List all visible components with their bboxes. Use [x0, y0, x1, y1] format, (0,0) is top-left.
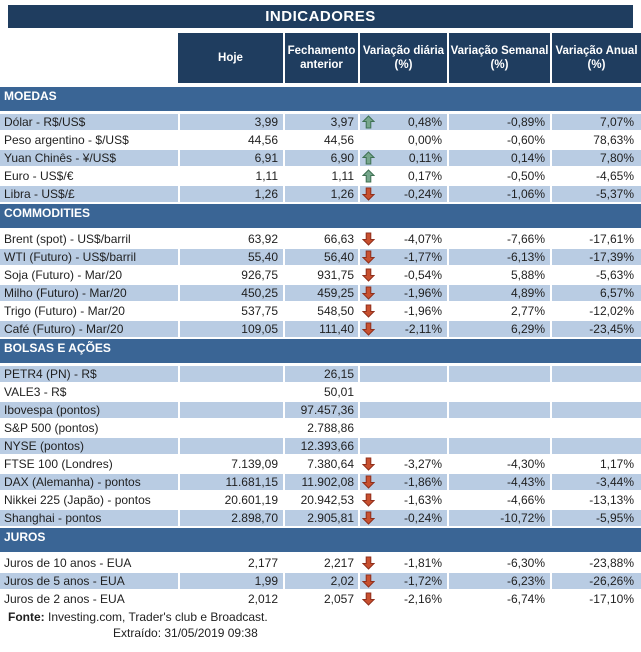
row-label-cell: Café (Futuro) - Mar/20 — [0, 321, 178, 337]
column-header-label: Variação Semanal — [450, 45, 549, 57]
table-row — [0, 366, 641, 382]
fechamento-cell: 1,26 — [283, 186, 358, 202]
variacao-diaria-cell — [358, 402, 447, 418]
fechamento-cell: 50,01 — [283, 384, 358, 400]
variacao-diaria-value: -0,54% — [403, 268, 442, 282]
down-arrow-icon — [362, 250, 375, 264]
variacao-diaria-value: -1,96% — [403, 286, 442, 300]
variacao-anual-cell: -12,02% — [550, 303, 641, 319]
variacao-diaria-cell — [358, 186, 447, 202]
table-row — [0, 492, 641, 508]
variacao-diaria-cell — [358, 456, 447, 472]
variacao-diaria-value: -1,96% — [403, 304, 442, 318]
fechamento-cell: 111,40 — [283, 321, 358, 337]
down-arrow-icon — [362, 475, 375, 489]
variacao-diaria-cell — [358, 591, 447, 607]
fechamento-cell: 6,90 — [283, 150, 358, 166]
section-header-moedas: MOEDAS — [0, 87, 641, 111]
table-row — [0, 456, 641, 472]
variacao-anual-cell: -17,10% — [550, 591, 641, 607]
row-label-cell: S&P 500 (pontos) — [0, 420, 178, 436]
variacao-diaria-cell — [358, 420, 447, 436]
column-header-label: Variação Anual — [555, 45, 638, 57]
variacao-diaria-value: -2,16% — [403, 592, 442, 606]
column-header-hoje — [178, 33, 283, 83]
report-title-bar — [8, 5, 633, 28]
variacao-diaria-value: -1,77% — [403, 250, 442, 264]
variacao-diaria-value: -0,24% — [403, 187, 442, 201]
variacao-anual-cell: -23,45% — [550, 321, 641, 337]
variacao-diaria-value: -3,27% — [403, 457, 442, 471]
variacao-semanal-cell — [447, 420, 550, 436]
variacao-semanal-cell — [447, 384, 550, 400]
table-row — [0, 303, 641, 319]
variacao-semanal-cell: -6,13% — [447, 249, 550, 265]
variacao-anual-cell: 7,80% — [550, 150, 641, 166]
table-row — [0, 186, 641, 202]
down-arrow-icon — [362, 457, 375, 471]
table-row — [0, 132, 641, 148]
trend-arrow-slot — [362, 403, 375, 417]
variacao-diaria-cell — [358, 132, 447, 148]
row-label-cell: Peso argentino - $/US$ — [0, 132, 178, 148]
variacao-diaria-cell — [358, 285, 447, 301]
variacao-diaria-value: -1,86% — [403, 475, 442, 489]
row-label-cell: Soja (Futuro) - Mar/20 — [0, 267, 178, 283]
row-label-cell: Euro - US$/€ — [0, 168, 178, 184]
hoje-cell: 20.601,19 — [178, 492, 283, 508]
column-header-label: (%) — [490, 59, 509, 71]
down-arrow-icon — [362, 511, 375, 525]
hoje-cell: 11.681,15 — [178, 474, 283, 490]
source-line — [8, 609, 641, 625]
up-arrow-icon — [362, 169, 375, 183]
variacao-semanal-cell: -0,89% — [447, 114, 550, 130]
variacao-anual-cell: 78,63% — [550, 132, 641, 148]
hoje-cell: 7.139,09 — [178, 456, 283, 472]
variacao-semanal-cell — [447, 366, 550, 382]
variacao-diaria-value: -4,07% — [403, 232, 442, 246]
variacao-diaria-cell — [358, 231, 447, 247]
variacao-diaria-cell — [358, 474, 447, 490]
column-header-variacao-anual — [550, 33, 641, 83]
table-row — [0, 402, 641, 418]
fechamento-cell: 459,25 — [283, 285, 358, 301]
variacao-diaria-cell — [358, 249, 447, 265]
fechamento-cell: 97.457,36 — [283, 402, 358, 418]
down-arrow-icon — [362, 493, 375, 507]
down-arrow-icon — [362, 268, 375, 282]
variacao-anual-cell: 7,07% — [550, 114, 641, 130]
variacao-anual-cell: -5,63% — [550, 267, 641, 283]
table-row — [0, 267, 641, 283]
row-label-cell: Ibovespa (pontos) — [0, 402, 178, 418]
trend-arrow-slot — [362, 421, 375, 435]
column-header-variacao-semanal — [447, 33, 550, 83]
table-row — [0, 114, 641, 130]
variacao-anual-cell: -17,61% — [550, 231, 641, 247]
report-footer — [8, 609, 641, 641]
table-row — [0, 510, 641, 526]
fechamento-cell: 2.905,81 — [283, 510, 358, 526]
section-header-commodities: COMMODITIES — [0, 204, 641, 228]
table-row — [0, 555, 641, 571]
column-header-fechamento-anterior — [283, 33, 358, 83]
column-header-label: Variação diária — [362, 45, 445, 57]
hoje-cell: 2.898,70 — [178, 510, 283, 526]
variacao-anual-cell: 1,17% — [550, 456, 641, 472]
variacao-semanal-cell: 5,88% — [447, 267, 550, 283]
variacao-semanal-cell — [447, 438, 550, 454]
row-label-cell: Dólar - R$/US$ — [0, 114, 178, 130]
row-label-cell: Libra - US$/£ — [0, 186, 178, 202]
variacao-diaria-value: 0,11% — [408, 151, 442, 165]
fechamento-cell: 12.393,66 — [283, 438, 358, 454]
column-header-label: (%) — [394, 59, 413, 71]
hoje-cell — [178, 438, 283, 454]
row-label-cell: Yuan Chinês - ¥/US$ — [0, 150, 178, 166]
column-header-label: Hoje — [218, 52, 243, 64]
fechamento-cell: 2,217 — [283, 555, 358, 571]
variacao-anual-cell — [550, 420, 641, 436]
variacao-diaria-value: 0,00% — [407, 133, 442, 147]
column-header-label: (%) — [587, 59, 606, 71]
column-header-spacer — [0, 33, 178, 83]
hoje-cell: 2,012 — [178, 591, 283, 607]
table-row — [0, 384, 641, 400]
variacao-semanal-cell: 0,14% — [447, 150, 550, 166]
fechamento-cell: 56,40 — [283, 249, 358, 265]
row-label-cell: WTI (Futuro) - US$/barril — [0, 249, 178, 265]
variacao-semanal-cell: -4,66% — [447, 492, 550, 508]
table-row — [0, 474, 641, 490]
variacao-semanal-cell: -0,50% — [447, 168, 550, 184]
row-label-cell: Nikkei 225 (Japão) - pontos — [0, 492, 178, 508]
variacao-diaria-cell — [358, 366, 447, 382]
hoje-cell — [178, 420, 283, 436]
row-label-cell: Shanghai - pontos — [0, 510, 178, 526]
variacao-semanal-cell: -10,72% — [447, 510, 550, 526]
down-arrow-icon — [362, 304, 375, 318]
variacao-semanal-cell: 2,77% — [447, 303, 550, 319]
source-label: Fonte: — [8, 610, 45, 624]
variacao-semanal-cell: -6,23% — [447, 573, 550, 589]
fechamento-cell: 1,11 — [283, 168, 358, 184]
row-label-cell: Juros de 5 anos - EUA — [0, 573, 178, 589]
hoje-cell: 63,92 — [178, 231, 283, 247]
hoje-cell — [178, 384, 283, 400]
variacao-diaria-value: -2,11% — [404, 322, 442, 336]
trend-arrow-slot — [362, 385, 375, 399]
variacao-semanal-cell: -1,06% — [447, 186, 550, 202]
variacao-diaria-cell — [358, 555, 447, 571]
up-arrow-icon — [362, 151, 375, 165]
fechamento-cell: 548,50 — [283, 303, 358, 319]
table-row — [0, 168, 641, 184]
table-row — [0, 591, 641, 607]
variacao-anual-cell: -3,44% — [550, 474, 641, 490]
variacao-diaria-value: -0,24% — [403, 511, 442, 525]
variacao-anual-cell: -17,39% — [550, 249, 641, 265]
row-label-cell: FTSE 100 (Londres) — [0, 456, 178, 472]
hoje-cell: 926,75 — [178, 267, 283, 283]
variacao-anual-cell: -26,26% — [550, 573, 641, 589]
table-body — [0, 87, 641, 607]
source-text: Investing.com, Trader's club e Broadcast. — [44, 610, 268, 624]
hoje-cell: 109,05 — [178, 321, 283, 337]
down-arrow-icon — [362, 592, 375, 606]
table-row — [0, 321, 641, 337]
row-label-cell: VALE3 - R$ — [0, 384, 178, 400]
section-header-juros: JUROS — [0, 528, 641, 552]
hoje-cell: 450,25 — [178, 285, 283, 301]
row-label-cell: PETR4 (PN) - R$ — [0, 366, 178, 382]
hoje-cell: 44,56 — [178, 132, 283, 148]
variacao-diaria-cell — [358, 321, 447, 337]
up-arrow-icon — [362, 115, 375, 129]
variacao-diaria-cell — [358, 114, 447, 130]
fechamento-cell: 26,15 — [283, 366, 358, 382]
extracted-line: Extraído: 31/05/2019 09:38 — [113, 626, 258, 640]
fechamento-cell: 11.902,08 — [283, 474, 358, 490]
row-label-cell: DAX (Alemanha) - pontos — [0, 474, 178, 490]
trend-arrow-slot — [362, 367, 375, 381]
variacao-anual-cell — [550, 366, 641, 382]
variacao-anual-cell — [550, 402, 641, 418]
table-row — [0, 420, 641, 436]
trend-arrow-slot — [362, 439, 375, 453]
fechamento-cell: 7.380,64 — [283, 456, 358, 472]
fechamento-cell: 44,56 — [283, 132, 358, 148]
variacao-diaria-cell — [358, 267, 447, 283]
hoje-cell — [178, 402, 283, 418]
column-header-variacao-diaria — [358, 33, 447, 83]
variacao-anual-cell: 6,57% — [550, 285, 641, 301]
variacao-semanal-cell: -7,66% — [447, 231, 550, 247]
variacao-anual-cell: -5,37% — [550, 186, 641, 202]
fechamento-cell: 2,057 — [283, 591, 358, 607]
trend-arrow-slot — [362, 133, 375, 147]
table-row — [0, 285, 641, 301]
variacao-semanal-cell: -4,43% — [447, 474, 550, 490]
variacao-diaria-cell — [358, 573, 447, 589]
variacao-semanal-cell: -6,74% — [447, 591, 550, 607]
fechamento-cell: 3,97 — [283, 114, 358, 130]
row-label-cell: Trigo (Futuro) - Mar/20 — [0, 303, 178, 319]
variacao-diaria-value: 0,48% — [407, 115, 442, 129]
variacao-diaria-cell — [358, 150, 447, 166]
variacao-diaria-cell — [358, 438, 447, 454]
variacao-semanal-cell: 4,89% — [447, 285, 550, 301]
hoje-cell: 1,26 — [178, 186, 283, 202]
variacao-semanal-cell: -6,30% — [447, 555, 550, 571]
variacao-anual-cell: -13,13% — [550, 492, 641, 508]
variacao-semanal-cell: -0,60% — [447, 132, 550, 148]
row-label-cell: NYSE (pontos) — [0, 438, 178, 454]
variacao-semanal-cell: -4,30% — [447, 456, 550, 472]
page-title: INDICADORES — [265, 8, 376, 25]
down-arrow-icon — [362, 187, 375, 201]
fechamento-cell: 2,02 — [283, 573, 358, 589]
variacao-diaria-cell — [358, 303, 447, 319]
table-row — [0, 438, 641, 454]
variacao-diaria-cell — [358, 168, 447, 184]
down-arrow-icon — [362, 322, 375, 336]
variacao-anual-cell — [550, 384, 641, 400]
variacao-semanal-cell — [447, 402, 550, 418]
down-arrow-icon — [362, 232, 375, 246]
table-row — [0, 573, 641, 589]
row-label-cell: Juros de 2 anos - EUA — [0, 591, 178, 607]
hoje-cell: 3,99 — [178, 114, 283, 130]
section-header-bolsas-e-a-es: BOLSAS E AÇÕES — [0, 339, 641, 363]
variacao-diaria-value: -1,72% — [403, 574, 442, 588]
down-arrow-icon — [362, 556, 375, 570]
variacao-anual-cell: -23,88% — [550, 555, 641, 571]
down-arrow-icon — [362, 574, 375, 588]
hoje-cell: 2,177 — [178, 555, 283, 571]
hoje-cell: 55,40 — [178, 249, 283, 265]
variacao-diaria-cell — [358, 510, 447, 526]
hoje-cell: 1,99 — [178, 573, 283, 589]
variacao-anual-cell: -5,95% — [550, 510, 641, 526]
hoje-cell: 1,11 — [178, 168, 283, 184]
fechamento-cell: 2.788,86 — [283, 420, 358, 436]
column-header-label: Fechamento — [287, 45, 356, 57]
hoje-cell: 537,75 — [178, 303, 283, 319]
variacao-diaria-value: -1,81% — [403, 556, 442, 570]
table-row — [0, 231, 641, 247]
table-row — [0, 249, 641, 265]
variacao-anual-cell — [550, 438, 641, 454]
column-header-label: anterior — [300, 59, 343, 71]
hoje-cell — [178, 366, 283, 382]
row-label-cell: Brent (spot) - US$/barril — [0, 231, 178, 247]
column-header-row — [0, 33, 641, 83]
table-row — [0, 150, 641, 166]
variacao-anual-cell: -4,65% — [550, 168, 641, 184]
variacao-semanal-cell: 6,29% — [447, 321, 550, 337]
row-label-cell: Juros de 10 anos - EUA — [0, 555, 178, 571]
hoje-cell: 6,91 — [178, 150, 283, 166]
fechamento-cell: 20.942,53 — [283, 492, 358, 508]
row-label-cell: Milho (Futuro) - Mar/20 — [0, 285, 178, 301]
fechamento-cell: 66,63 — [283, 231, 358, 247]
variacao-diaria-cell — [358, 384, 447, 400]
variacao-diaria-value: 0,17% — [407, 169, 442, 183]
down-arrow-icon — [362, 286, 375, 300]
variacao-diaria-cell — [358, 492, 447, 508]
fechamento-cell: 931,75 — [283, 267, 358, 283]
variacao-diaria-value: -1,63% — [403, 493, 442, 507]
